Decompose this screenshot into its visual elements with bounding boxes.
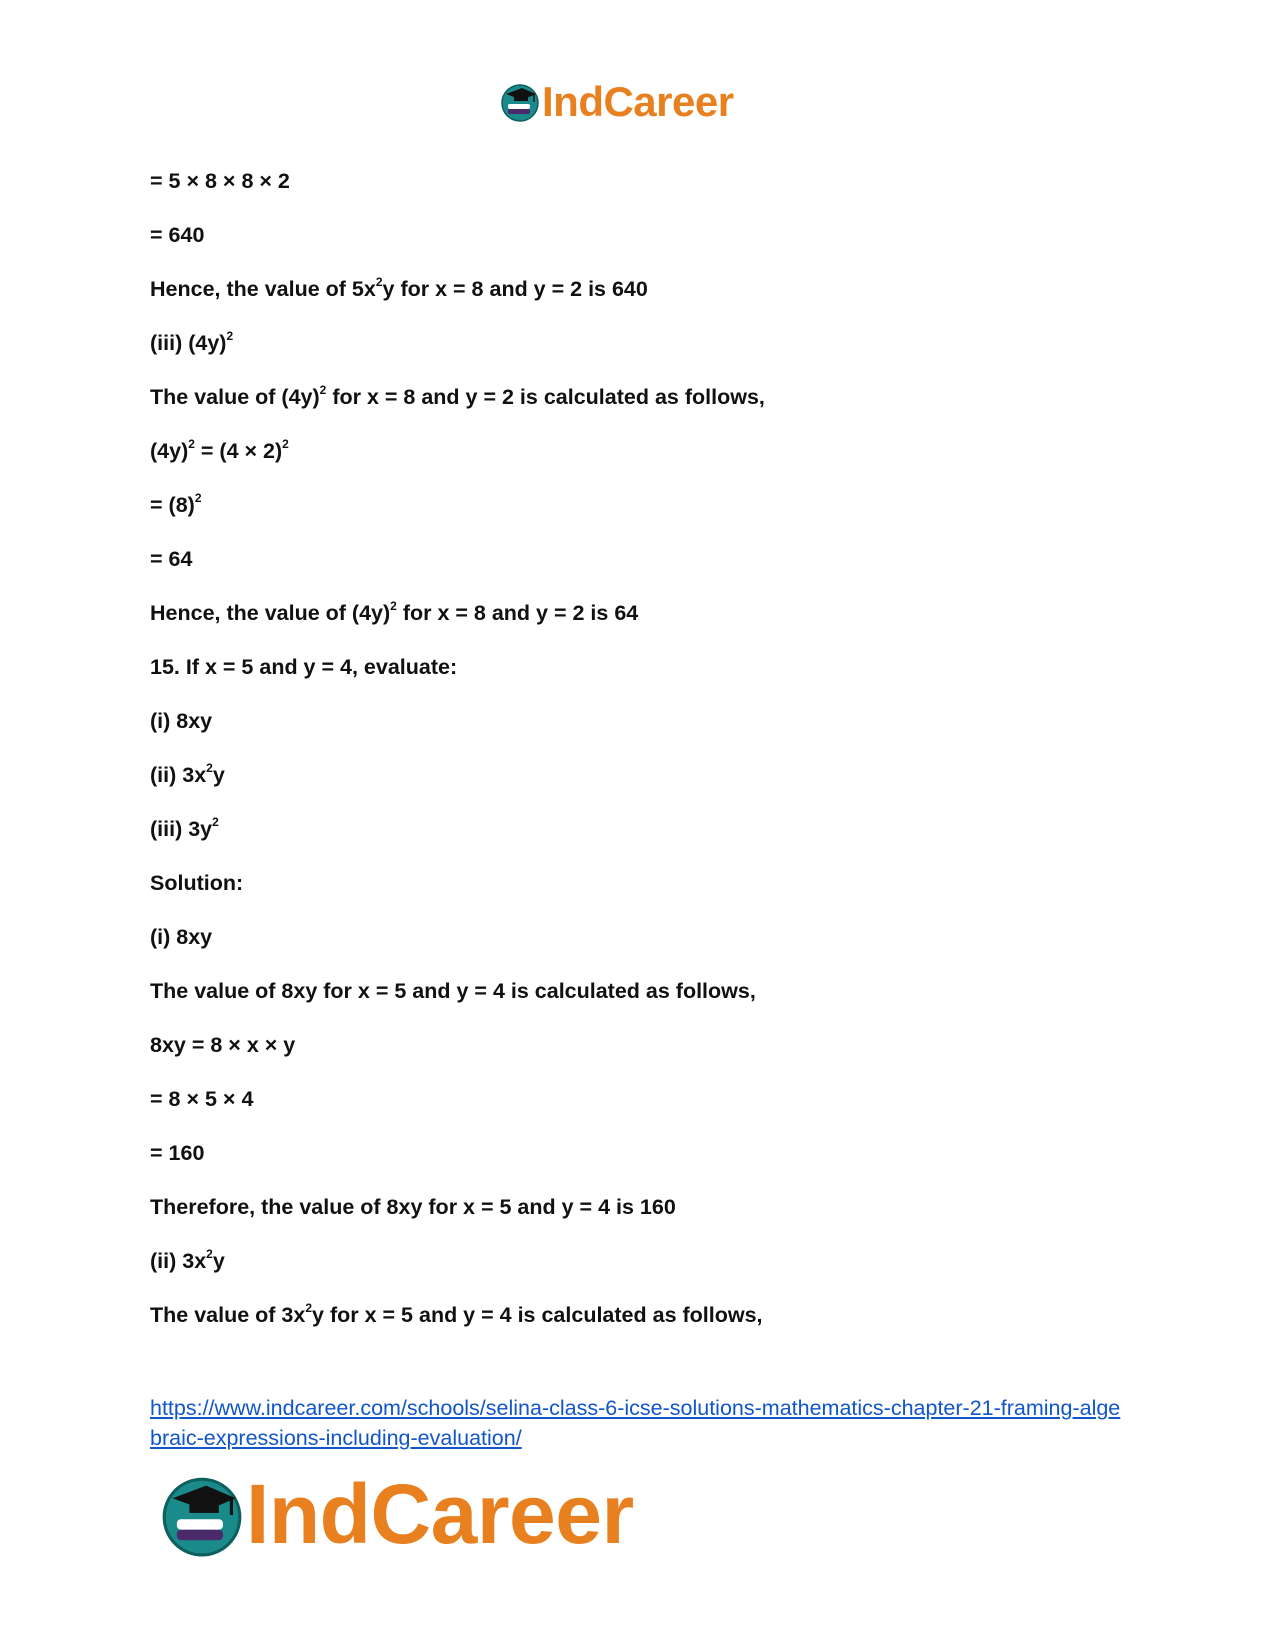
question-part: (i) 8xy xyxy=(150,709,213,733)
text-line: Hence, the value of $5x^2y$ for x = 8 and y = 2 is 640 xyxy=(150,274,648,301)
footer-logo xyxy=(160,1466,634,1563)
source-link[interactable]: https://www.indcareer.com/schools/selina-class-6-icse-solutions-mathematics-chapter-21-framing-algebraic-expressions-including-evaluation/ xyxy=(150,1396,1121,1450)
brand-name: IndCareer xyxy=(542,78,734,125)
graduation-cap-book-globe-icon xyxy=(160,1473,244,1557)
question-heading: 15. If x = 5 and y = 4, evaluate: xyxy=(150,655,458,679)
text-line: The value of $(4y)^2$ for x = 8 and y = 2 is calculated as follows, xyxy=(150,382,765,409)
text-line: = 5 × 8 × 8 × 2 xyxy=(150,169,290,193)
subquestion-heading: (ii) $3x^2y$ xyxy=(150,1246,225,1273)
equation-line: = 8 × 5 × 4 xyxy=(150,1087,254,1111)
question-part: (iii) $3y^2$ xyxy=(150,814,219,841)
subquestion-heading: (i) 8xy xyxy=(150,925,213,949)
header-logo xyxy=(500,78,734,126)
subquestion-heading: (iii) $(4y)^2$ xyxy=(150,328,234,355)
equation-line: = $(8)^2$ xyxy=(150,490,202,517)
text-line: Hence, the value of $(4y)^2$ for x = 8 and y = 2 is 64 xyxy=(150,598,639,625)
question-part: (ii) $3x^2y$ xyxy=(150,760,225,787)
equation-line: $(4y)^2 = (4 \times 2)^2$ xyxy=(150,436,289,463)
graduation-cap-book-globe-icon xyxy=(500,82,540,122)
text-line: The value of 8xy for x = 5 and y = 4 is calculated as follows, xyxy=(150,979,756,1003)
brand-name: IndCareer xyxy=(246,1467,634,1561)
equation-line: = 64 xyxy=(150,547,193,571)
text-line: Therefore, the value of 8xy for x = 5 and y = 4 is 160 xyxy=(150,1195,676,1219)
text-line: The value of $3x^2y$ for x = 5 and y = 4 is calculated as follows, xyxy=(150,1300,763,1327)
equation-line: = 160 xyxy=(150,1141,205,1165)
equation-line: 8xy = 8 × x × y xyxy=(150,1033,296,1057)
solution-heading: Solution: xyxy=(150,871,244,895)
text-line: = 640 xyxy=(150,223,205,247)
